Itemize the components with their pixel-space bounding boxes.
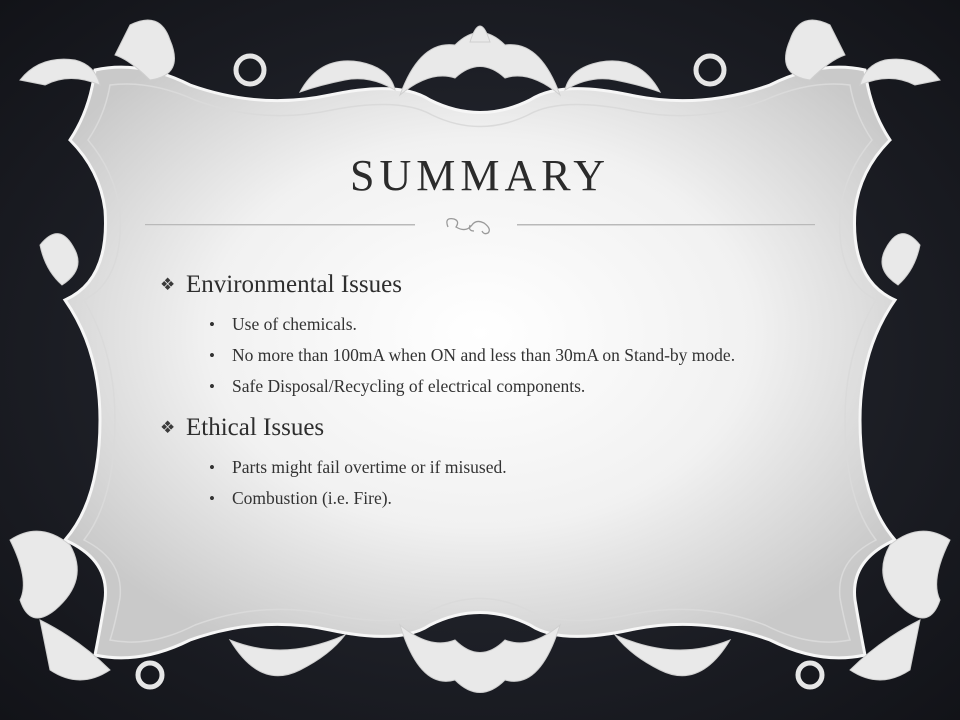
list-item-text: Combustion (i.e. Fire). xyxy=(232,488,392,508)
slide-body xyxy=(160,270,780,519)
list-item-text: Parts might fail overtime or if misused. xyxy=(232,457,507,477)
section-ethical xyxy=(160,413,780,509)
title-divider-left xyxy=(145,224,415,226)
bullet-dot-icon: • xyxy=(209,315,215,334)
slide-title: SUMMARY xyxy=(350,151,610,200)
section-heading xyxy=(160,270,780,300)
list-item xyxy=(206,376,780,397)
section-heading xyxy=(160,413,780,443)
diamond-bullet-icon: ❖ xyxy=(160,275,176,294)
bottom-ornaments xyxy=(138,625,822,693)
section-environmental xyxy=(160,270,780,397)
bullet-dot-icon: • xyxy=(209,489,215,508)
section-heading-text: Environmental Issues xyxy=(186,271,402,298)
diamond-bullet-icon: ❖ xyxy=(160,418,176,437)
bullet-list xyxy=(160,314,780,397)
divider-flourish-icon xyxy=(440,213,500,237)
bullet-dot-icon: • xyxy=(209,377,215,396)
list-item xyxy=(206,345,780,366)
list-item-text: Safe Disposal/Recycling of electrical components. xyxy=(232,376,586,396)
list-item xyxy=(206,314,780,335)
list-item-text: No more than 100mA when ON and less than 30mA on Stand-by mode. xyxy=(232,345,736,365)
title-divider-right xyxy=(517,224,815,226)
list-item xyxy=(206,488,780,509)
list-item xyxy=(206,457,780,478)
bullet-dot-icon: • xyxy=(209,458,215,477)
bullet-dot-icon: • xyxy=(209,346,215,365)
section-heading-text: Ethical Issues xyxy=(186,414,325,441)
bullet-list xyxy=(160,457,780,509)
list-item-text: Use of chemicals. xyxy=(232,314,357,334)
